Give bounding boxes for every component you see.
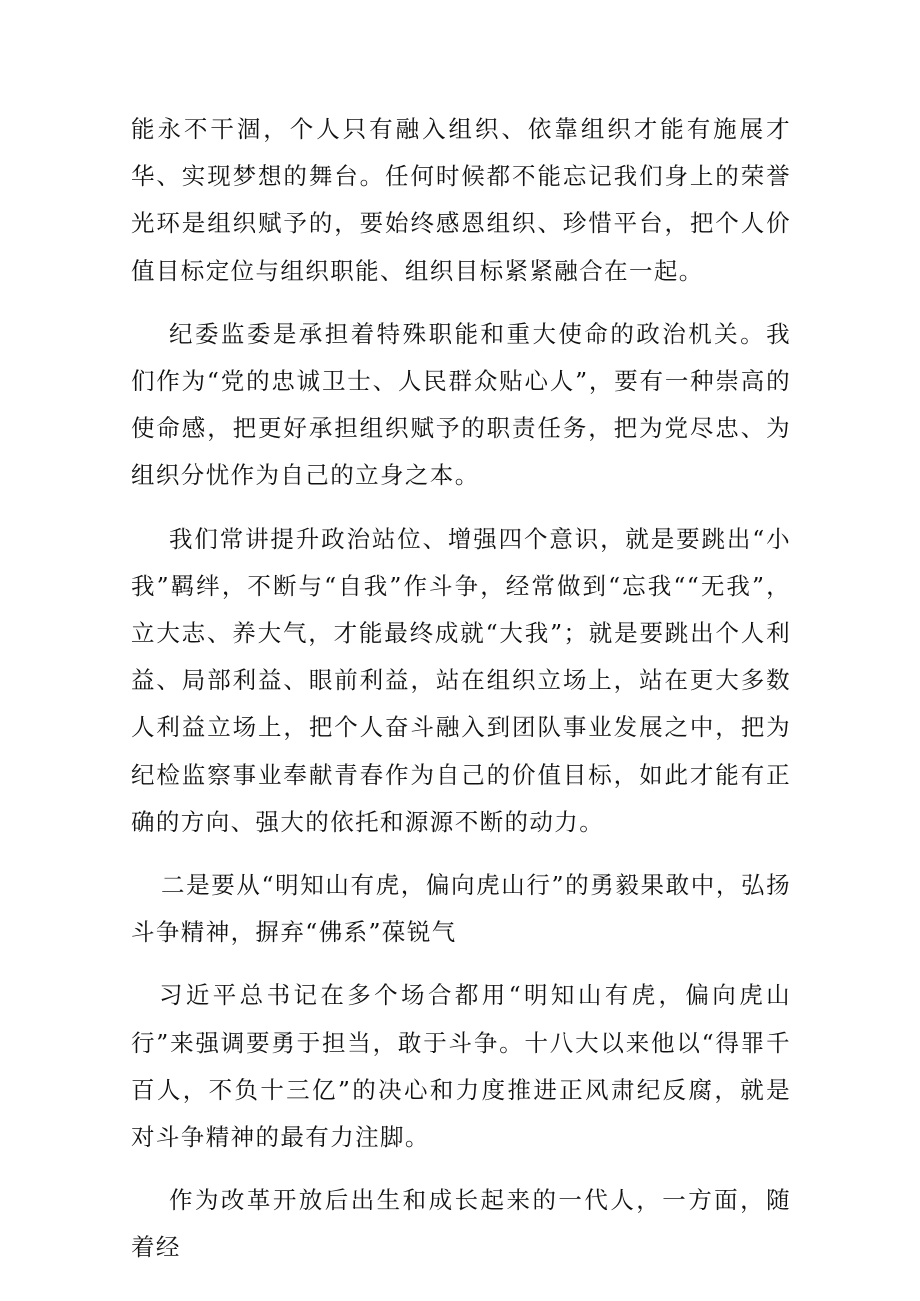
paragraph-generation: 作为改革开放后出生和成长起来的一代人，一方面，随着经 xyxy=(131,1186,791,1262)
paragraph-xi-quote: 习近平总书记在多个场合都用“明知山有虎，偏向虎山行”来强调要勇于担当，敢于斗争。十八大以来他以“得罪千百人，不负十三亿”的决心和力度推进正风肃纪反腐，就是对斗争精神的最有力注脚。 xyxy=(131,981,791,1152)
paragraph-spacer xyxy=(131,1161,791,1177)
paragraph-organization-continuation: 能永不干涸，个人只有融入组织、依靠组织才能有施展才华、实现梦想的舞台。任何时候都不能忘记我们身上的荣誉光环是组织赋予的，要始终感恩组织、珍惜平台，把个人价值目标定位与组织职能、组织目标紧紧融合在一起。 xyxy=(131,115,791,285)
paragraph-spacer xyxy=(131,846,791,862)
paragraph-spacer xyxy=(131,500,791,516)
section-heading-fighting-spirit: 二是要从“明知山有虎，偏向虎山行”的勇毅果敢中，弘扬斗争精神，摒弃“佛系”葆锐气 xyxy=(131,871,791,947)
paragraph-spacer xyxy=(131,295,791,311)
paragraph-political-organ: 纪委监委是承担着特殊职能和重大使命的政治机关。我们作为“党的忠诚卫士、人民群众贴心人”，要有一种崇高的使命感，把更好承担组织赋予的职责任务，把为党尽忠、为组织分忧作为自己的立身之本。 xyxy=(131,319,791,490)
document-body xyxy=(131,106,791,1272)
paragraph-political-stance: 我们常讲提升政治站位、增强四个意识，就是要跳出“小我”羁绊，不断与“自我”作斗争，经常做到“忘我““无我”，立大志、养大气，才能最终成就“大我”；就是要跳出个人利益、局部利益、眼前利益，站在组织立场上，站在更大多数人利益立场上，把个人奋斗融入到团队事业发展之中，把为纪检监察事业奉献青春作为自己的价值目标，如此才能有正确的方向、强大的依托和源源不断的动力。 xyxy=(131,524,791,836)
paragraph-spacer xyxy=(131,956,791,972)
